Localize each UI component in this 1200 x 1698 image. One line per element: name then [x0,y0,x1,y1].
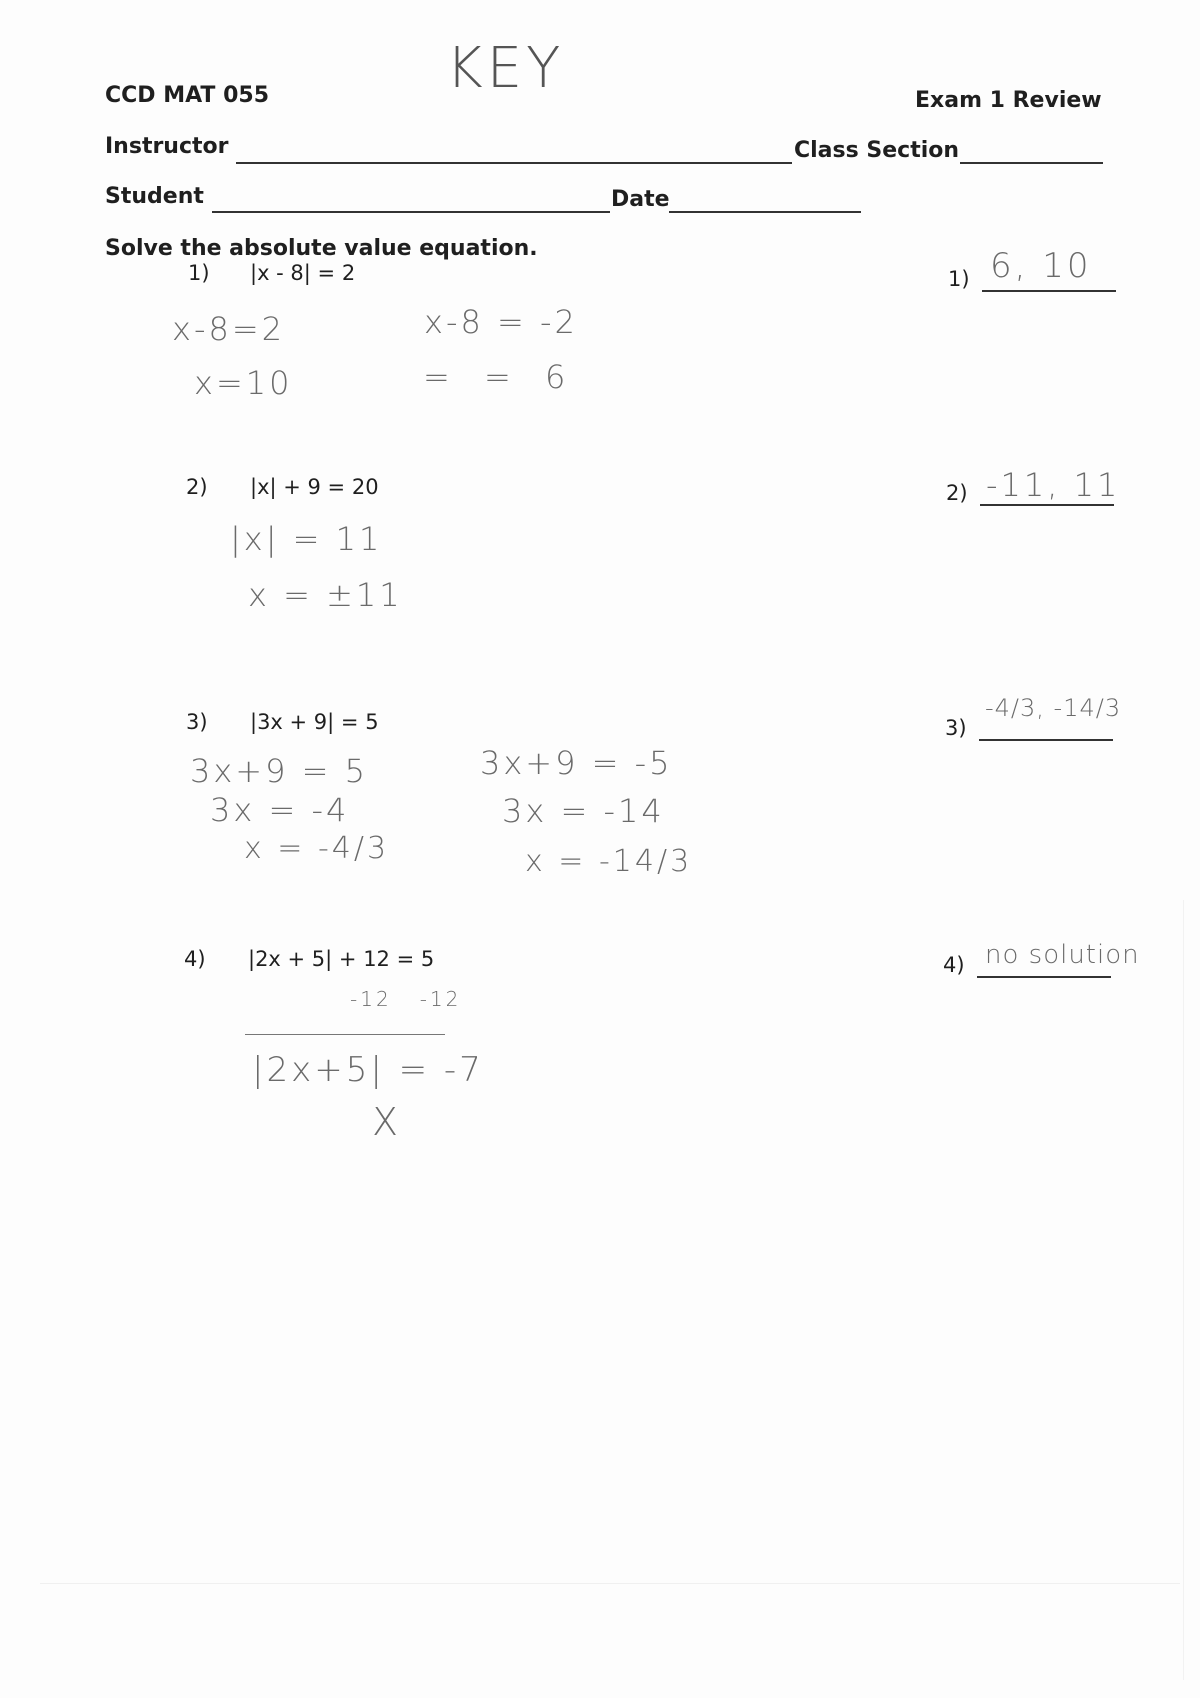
answer-4-handwritten: no solution [985,940,1140,970]
work-1-c: x-8 = -2 [424,303,578,341]
class-section-field[interactable] [960,162,1103,164]
class-section-label: Class Section [794,138,960,163]
exam-title: Exam 1 Review [915,88,1102,113]
problem-2-equation: |x| + 9 = 20 [250,475,379,499]
work-3-c: x = -4/3 [244,831,390,866]
work-2-a: |x| = 11 [230,520,383,558]
work-3-b: 3x = -4 [210,791,350,829]
work-4-a: -12 -12 [350,987,462,1011]
work-4-b: |2x+5| = -7 [252,1050,484,1090]
work-2-b: x = ±11 [248,576,403,614]
work-3-a: 3x+9 = 5 [190,752,368,790]
course-title: CCD MAT 055 [105,83,270,108]
scan-edge-bottom [40,1583,1180,1584]
problem-4-number: 4) [184,947,206,971]
student-label: Student [105,184,204,209]
work-3-e: 3x = -14 [502,792,665,830]
answer-1-handwritten: 6, 10 [990,246,1092,286]
key-mark: KEY [446,36,565,101]
work-4-rule [245,1034,445,1035]
scan-edge-right [1183,900,1184,1680]
date-label: Date [611,187,670,212]
answer-3-line[interactable] [979,739,1113,741]
answer-3-handwritten: -4/3, -14/3 [985,694,1122,722]
work-4-c: X [372,1100,402,1144]
student-field[interactable] [212,211,610,213]
date-field[interactable] [669,211,861,213]
answer-2-number: 2) [946,481,968,505]
answer-2-handwritten: -11, 11 [986,466,1121,504]
work-1-b: x=10 [194,364,293,402]
instructions: Solve the absolute value equation. [105,236,538,261]
answer-4-number: 4) [943,953,965,977]
answer-4-line[interactable] [977,976,1111,978]
problem-3-equation: |3x + 9| = 5 [250,710,379,734]
problem-1-equation: |x - 8| = 2 [250,261,356,285]
problem-1-number: 1) [188,261,210,285]
work-1-d: = = 6 [423,358,578,396]
answer-2-line[interactable] [980,504,1114,506]
work-3-d: 3x+9 = -5 [480,744,673,782]
problem-3-number: 3) [186,710,208,734]
instructor-label: Instructor [105,134,229,159]
problem-4-equation: |2x + 5| + 12 = 5 [248,947,435,971]
problem-2-number: 2) [186,475,208,499]
work-1-a: x-8=2 [172,310,286,348]
instructor-field[interactable] [236,162,792,164]
work-3-f: x = -14/3 [525,844,693,879]
answer-1-number: 1) [948,267,970,291]
answer-3-number: 3) [945,716,967,740]
answer-1-line[interactable] [982,290,1116,292]
